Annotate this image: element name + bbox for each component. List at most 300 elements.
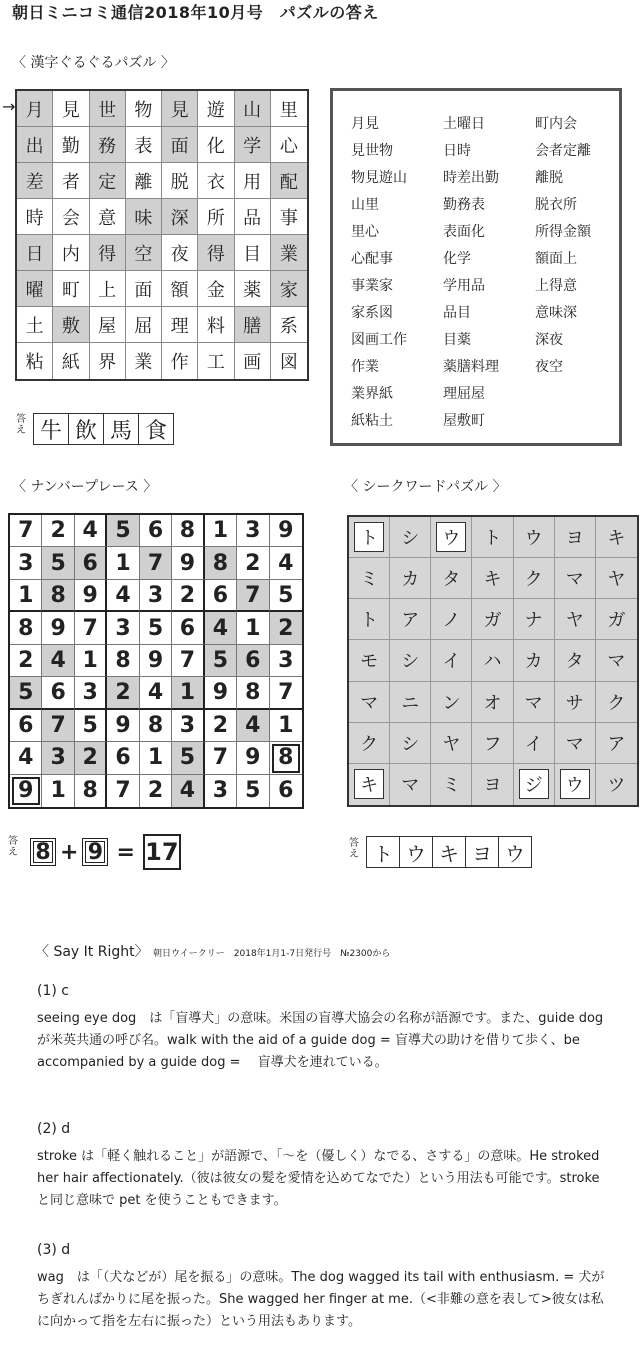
kanji-cell: 品 [235, 199, 271, 235]
seek-char: マ [607, 651, 626, 673]
seek-char: ン [442, 692, 461, 714]
sudoku-cell: 7 [140, 547, 172, 579]
sudoku-cell: 9 [75, 580, 107, 612]
kanji-cell: 衣 [198, 163, 234, 199]
seek-cell [472, 640, 513, 681]
word-list-item: 薬膳料理 [443, 359, 499, 375]
sudoku-cell: 1 [237, 612, 269, 644]
kanji-cell: 料 [198, 307, 234, 343]
word-list-item: 学用品 [443, 278, 485, 294]
seek-char: ウ [560, 769, 590, 799]
kanji-cell: 夜 [162, 235, 198, 271]
kanji-cell: 屈 [126, 307, 162, 343]
seek-char: モ [360, 651, 379, 673]
word-list-item: 紙粘土 [351, 413, 393, 429]
kanji-cell: 配 [271, 163, 307, 199]
seek-cell [555, 682, 596, 723]
start-arrow-icon: → [2, 97, 16, 116]
word-list-item: 上得意 [535, 278, 577, 294]
sudoku-cell: 6 [172, 612, 204, 644]
say-it-right-heading [35, 941, 390, 961]
sudoku-cell: 9 [270, 515, 302, 547]
sudoku-cell: 7 [107, 775, 139, 807]
sudoku-cell: 7 [205, 742, 237, 774]
word-list-item: 業界紙 [351, 386, 393, 402]
kanji-heading: 〈 漢字ぐるぐるパズル 〉 [12, 55, 175, 71]
kanji-answer-char: 飲 [69, 414, 104, 444]
sudoku-cell: 2 [107, 677, 139, 709]
sudoku-cell: 5 [172, 742, 204, 774]
sudoku-heading: 〈 ナンバープレース 〉 [12, 479, 158, 495]
sudoku-cell: 1 [10, 580, 42, 612]
kanji-cell: 得 [90, 235, 126, 271]
kanji-answer [33, 413, 174, 445]
sudoku-cell: 7 [237, 580, 269, 612]
seek-answer-char: ウ [400, 837, 433, 867]
seek-char: ヤ [607, 569, 626, 591]
kanji-cell: 時 [17, 199, 53, 235]
seek-cell [596, 682, 637, 723]
kanji-cell: 務 [90, 127, 126, 163]
seek-cell [390, 764, 431, 805]
sudoku-cell: 2 [270, 612, 302, 644]
sudoku-grid [8, 513, 304, 809]
seek-answer-char: ヨ [466, 837, 499, 867]
word-list-item: 化学 [443, 251, 471, 267]
seek-char: シ [401, 651, 420, 673]
sudoku-cell: 3 [205, 775, 237, 807]
seek-char: カ [401, 569, 420, 591]
sudoku-cell: 6 [75, 547, 107, 579]
seek-char: ト [360, 610, 379, 632]
sudoku-cell: 8 [205, 547, 237, 579]
sudoku-cell: 3 [107, 612, 139, 644]
seek-answer-char: ウ [505, 841, 525, 866]
kanji-cell: 目 [235, 235, 271, 271]
seek-cell [472, 723, 513, 764]
kanji-cell: 勤 [53, 127, 89, 163]
word-list-item: 心配事 [351, 251, 393, 267]
word-list-item: 品目 [443, 305, 471, 321]
kanji-cell: 化 [198, 127, 234, 163]
say-heading-title: 〈 Say It Right〉 [35, 944, 149, 960]
sudoku-answer-sum: 17 [143, 834, 181, 870]
kanji-cell: 作 [162, 343, 198, 379]
seek-char: ト [354, 522, 384, 552]
sudoku-cell: 2 [42, 515, 74, 547]
equals-sign: = [116, 839, 135, 865]
seek-cell [390, 599, 431, 640]
seek-cell [472, 682, 513, 723]
seek-char: カ [524, 651, 543, 673]
seek-char: イ [442, 651, 461, 673]
seek-cell [514, 682, 555, 723]
kanji-cell: 業 [126, 343, 162, 379]
kanji-cell: 出 [17, 127, 53, 163]
kanji-cell: 山 [235, 91, 271, 127]
kanji-cell: 意 [90, 199, 126, 235]
kanji-cell: 面 [162, 127, 198, 163]
kanji-cell: 脱 [162, 163, 198, 199]
kanji-cell: 界 [90, 343, 126, 379]
sudoku-cell: 5 [107, 515, 139, 547]
sudoku-cell: 3 [75, 677, 107, 709]
sudoku-cell: 6 [140, 515, 172, 547]
kanji-cell: 所 [198, 199, 234, 235]
seek-char: イ [524, 733, 543, 755]
seek-cell [349, 723, 390, 764]
seek-cell [390, 640, 431, 681]
sudoku-cell: 5 [42, 547, 74, 579]
word-list-item: 深夜 [535, 332, 563, 348]
seek-cell [555, 517, 596, 558]
sudoku-answer [13, 834, 181, 870]
word-list-item: 夜空 [535, 359, 563, 375]
kanji-cell: 見 [53, 91, 89, 127]
word-list-item: 家系図 [351, 305, 393, 321]
kanji-cell: 敷 [53, 307, 89, 343]
sudoku-cell: 1 [107, 547, 139, 579]
word-list-item: 作業 [351, 359, 379, 375]
seek-char: タ [565, 651, 584, 673]
word-list-column [351, 111, 407, 435]
kanji-cell: 差 [17, 163, 53, 199]
sudoku-cell: 9 [140, 645, 172, 677]
kanji-cell: 深 [162, 199, 198, 235]
seek-cell [390, 682, 431, 723]
sudoku-cell: 8 [75, 775, 107, 807]
kanji-cell: 額 [162, 271, 198, 307]
kanji-cell: 定 [90, 163, 126, 199]
word-list-item: 山里 [351, 197, 379, 213]
seek-cell [596, 558, 637, 599]
sudoku-cell: 2 [140, 775, 172, 807]
kanji-cell: 屋 [90, 307, 126, 343]
seek-char: ツ [607, 775, 626, 797]
sudoku-cell: 2 [172, 580, 204, 612]
kanji-grid [15, 89, 309, 381]
seek-char: ヤ [442, 733, 461, 755]
answer-2-label: (2) d [37, 1121, 71, 1137]
kanji-cell: 日 [17, 235, 53, 271]
word-list-item: 物見遊山 [351, 170, 407, 186]
word-list-item: 町内会 [535, 116, 577, 132]
seek-char: ミ [442, 775, 461, 797]
kanji-cell: 図 [279, 352, 298, 373]
seek-char: キ [607, 528, 626, 550]
word-list-item: 勤務表 [443, 197, 485, 213]
seek-cell [349, 558, 390, 599]
answer-3-text: wag は「（犬などが）尾を振る」の意味。The dog wagged its tail with enthusiasm. = 犬がちぎれんばかりに尾を振った。She wagged her finger at me.（<非難の意を表して>彼女は私に向かって指を左右に振った）という用法もあります。 [37, 1270, 605, 1329]
word-list-item: 見世物 [351, 143, 393, 159]
sudoku-cell: 7 [42, 710, 74, 742]
sudoku-cell: 6 [107, 742, 139, 774]
kanji-cell: 事 [271, 199, 307, 235]
seek-char: ニ [401, 692, 420, 714]
sudoku-cell: 1 [140, 742, 172, 774]
seek-char: ヨ [565, 528, 584, 550]
word-list-item: 目薬 [443, 332, 471, 348]
sudoku-cell: 8 [10, 612, 42, 644]
sudoku-cell: 5 [140, 612, 172, 644]
sudoku-cell: 1 [172, 677, 204, 709]
sudoku-cell: 9 [10, 775, 42, 807]
kanji-cell: 月 [17, 91, 53, 127]
seek-answer [366, 836, 532, 868]
word-list-box [330, 88, 622, 446]
word-list-item: 土曜日 [443, 116, 485, 132]
seek-cell [596, 517, 637, 558]
sudoku-cell: 4 [172, 775, 204, 807]
kanji-cell: 遊 [198, 91, 234, 127]
kanji-answer-char: 馬 [104, 414, 139, 444]
sudoku-cell: 9 [237, 742, 269, 774]
seek-heading: 〈 シークワードパズル 〉 [344, 479, 507, 495]
seek-char: サ [565, 692, 584, 714]
seek-cell [472, 764, 513, 805]
seek-char: マ [565, 569, 584, 591]
sudoku-cell: 6 [10, 710, 42, 742]
word-list-item: 所得金額 [535, 224, 591, 240]
seek-cell [431, 558, 472, 599]
sudoku-cell: 5 [10, 677, 42, 709]
seek-cell [431, 682, 472, 723]
seek-char: ガ [483, 610, 502, 632]
kanji-cell: 土 [17, 307, 53, 343]
kanji-cell: 上 [90, 271, 126, 307]
seek-char: ウ [436, 522, 466, 552]
sudoku-cell: 9 [172, 547, 204, 579]
seek-char: タ [442, 569, 461, 591]
seek-cell [431, 723, 472, 764]
word-list-item: 表面化 [443, 224, 485, 240]
seek-cell [349, 640, 390, 681]
sudoku-cell: 4 [107, 580, 139, 612]
word-list-item: 脱衣所 [535, 197, 577, 213]
seek-cell [349, 517, 390, 558]
sudoku-cell: 8 [270, 742, 302, 774]
seek-cell [514, 558, 555, 599]
seek-char: オ [483, 692, 502, 714]
seek-cell [596, 599, 637, 640]
kanji-cell: 画 [235, 343, 271, 379]
seek-char: ア [401, 610, 420, 632]
seek-cell [431, 599, 472, 640]
kanji-cell: 家 [271, 271, 307, 307]
seek-cell [514, 723, 555, 764]
seek-cell [555, 640, 596, 681]
sudoku-cell: 6 [237, 645, 269, 677]
sudoku-cell: 8 [107, 645, 139, 677]
seek-cell [514, 640, 555, 681]
seek-cell [555, 599, 596, 640]
seek-char: ジ [519, 769, 549, 799]
seek-cell [472, 558, 513, 599]
page-title: 朝日ミニコミ通信2018年10月号 パズルの答え [12, 3, 379, 22]
kanji-answer-char: 食 [144, 418, 167, 444]
kanji-cell: 世 [90, 91, 126, 127]
sudoku-cell: 6 [42, 677, 74, 709]
sudoku-cell: 4 [42, 645, 74, 677]
answer-3-label: (3) d [37, 1242, 71, 1258]
sudoku-cell: 7 [172, 645, 204, 677]
seek-cell [349, 682, 390, 723]
seek-char: ウ [524, 528, 543, 550]
kanji-cell: 工 [198, 343, 234, 379]
sudoku-cell: 4 [10, 742, 42, 774]
sudoku-answer-label: 答え [8, 836, 18, 858]
sudoku-answer-b: 9 [82, 838, 108, 866]
kanji-cell: 離 [126, 163, 162, 199]
answer-1-label: (1) c [37, 983, 69, 999]
sudoku-cell: 2 [10, 645, 42, 677]
seek-cell [596, 723, 637, 764]
seek-cell [349, 599, 390, 640]
seek-char: ナ [524, 610, 543, 632]
kanji-cell: 味 [126, 199, 162, 235]
word-list-item: 会者定離 [535, 143, 591, 159]
say-source: 朝日ウイークリー 2018年1月1-7日発行号 №2300から [153, 949, 391, 959]
kanji-cell: 膳 [235, 307, 271, 343]
word-list-column [443, 111, 499, 435]
seek-cell [472, 517, 513, 558]
seek-cell [555, 764, 596, 805]
answer-1-text: seeing eye dog は「盲導犬」の意味。米国の盲導犬協会の名称が語源です。また、guide dog が米英共通の呼び名。walk with the aid of a guide dog = 盲導犬の助けを借りて歩く、be accompanied by a guide dog = 盲導犬を連れている。 [37, 1011, 617, 1070]
sudoku-cell: 8 [42, 580, 74, 612]
seek-cell [596, 640, 637, 681]
sudoku-cell: 8 [140, 710, 172, 742]
sudoku-cell: 3 [10, 547, 42, 579]
seek-char: ハ [483, 651, 502, 673]
sudoku-cell: 5 [270, 580, 302, 612]
seek-char: マ [360, 692, 379, 714]
word-list-item: 里心 [351, 224, 379, 240]
sudoku-cell: 8 [172, 515, 204, 547]
sudoku-cell: 2 [75, 742, 107, 774]
plus-sign: + [60, 839, 79, 865]
sudoku-cell: 1 [42, 775, 74, 807]
sudoku-cell: 6 [278, 778, 294, 804]
kanji-cell: 会 [53, 199, 89, 235]
sudoku-cell: 6 [205, 580, 237, 612]
seek-cell [514, 764, 555, 805]
word-list-column [535, 111, 591, 381]
sudoku-cell: 9 [42, 612, 74, 644]
sudoku-cell: 4 [140, 677, 172, 709]
kanji-cell: 物 [126, 91, 162, 127]
sudoku-cell: 7 [10, 515, 42, 547]
sudoku-cell: 1 [205, 515, 237, 547]
seek-char: ノ [442, 610, 461, 632]
word-list-item: 離脱 [535, 170, 563, 186]
sudoku-cell: 7 [270, 677, 302, 709]
seek-cell [555, 723, 596, 764]
sudoku-cell: 5 [205, 645, 237, 677]
kanji-answer-label: 答え [16, 414, 26, 436]
seek-char: フ [483, 733, 502, 755]
seek-cell [514, 599, 555, 640]
word-list-item: 月見 [351, 116, 379, 132]
kanji-answer-char: 牛 [34, 414, 69, 444]
kanji-cell: 町 [53, 271, 89, 307]
seek-char: ク [524, 569, 543, 591]
kanji-cell: 金 [198, 271, 234, 307]
kanji-cell: 見 [162, 91, 198, 127]
seek-char: ク [360, 733, 379, 755]
seek-char: キ [354, 769, 384, 799]
sudoku-cell: 3 [172, 710, 204, 742]
sudoku-cell: 4 [75, 515, 107, 547]
kanji-cell: 内 [53, 235, 89, 271]
kanji-cell: 空 [126, 235, 162, 271]
seek-cell [431, 764, 472, 805]
sudoku-cell: 5 [75, 710, 107, 742]
kanji-cell: 学 [235, 127, 271, 163]
sudoku-cell: 9 [107, 710, 139, 742]
sudoku-cell: 1 [75, 645, 107, 677]
seek-cell [555, 558, 596, 599]
sudoku-cell: 4 [237, 710, 269, 742]
sudoku-cell: 1 [270, 710, 302, 742]
seek-char: マ [524, 692, 543, 714]
seek-char: キ [483, 569, 502, 591]
seek-char: マ [401, 775, 420, 797]
seek-cell [349, 764, 390, 805]
seek-cell [472, 599, 513, 640]
seek-char: シ [401, 528, 420, 550]
kanji-cell: 理 [162, 307, 198, 343]
word-list-item: 時差出勤 [443, 170, 499, 186]
kanji-cell: 得 [198, 235, 234, 271]
word-list-item: 理屈屋 [443, 386, 485, 402]
sudoku-cell: 8 [237, 677, 269, 709]
kanji-cell: 心 [271, 127, 307, 163]
seek-cell [431, 517, 472, 558]
kanji-cell: 面 [126, 271, 162, 307]
word-list-item: 事業家 [351, 278, 393, 294]
seek-cell [390, 723, 431, 764]
sudoku-cell: 3 [140, 580, 172, 612]
seek-char: ガ [607, 610, 626, 632]
sudoku-cell: 2 [205, 710, 237, 742]
seek-cell [390, 517, 431, 558]
seek-char: マ [565, 733, 584, 755]
kanji-cell: 里 [271, 91, 307, 127]
sudoku-cell: 3 [237, 515, 269, 547]
seek-answer-char: ト [367, 837, 400, 867]
seek-word-grid [347, 515, 639, 807]
sudoku-cell: 4 [205, 612, 237, 644]
sudoku-cell: 9 [205, 677, 237, 709]
answer-2-text: stroke は「軽く触れること」が語源で、「〜を（優しく）なでる、さする」の意味。He stroked her hair affectionately.（彼は彼女の髪を愛情を込めてなでた）という用法も可能です。stroke と同じ意味で pet を使うこともできます。 [37, 1149, 600, 1208]
kanji-cell: 系 [271, 307, 307, 343]
seek-cell [596, 764, 637, 805]
kanji-cell: 薬 [235, 271, 271, 307]
seek-answer-char: キ [433, 837, 466, 867]
kanji-cell: 者 [53, 163, 89, 199]
word-list-item: 額面上 [535, 251, 577, 267]
kanji-cell: 曜 [17, 271, 53, 307]
kanji-cell: 粘 [17, 343, 53, 379]
word-list-item: 図画工作 [351, 332, 407, 348]
word-list-item: 日時 [443, 143, 471, 159]
kanji-cell: 業 [271, 235, 307, 271]
seek-char: ヨ [483, 775, 502, 797]
kanji-cell: 用 [235, 163, 271, 199]
sudoku-cell: 5 [237, 775, 269, 807]
seek-answer-label: 答え [349, 838, 359, 860]
seek-char: ト [483, 528, 502, 550]
